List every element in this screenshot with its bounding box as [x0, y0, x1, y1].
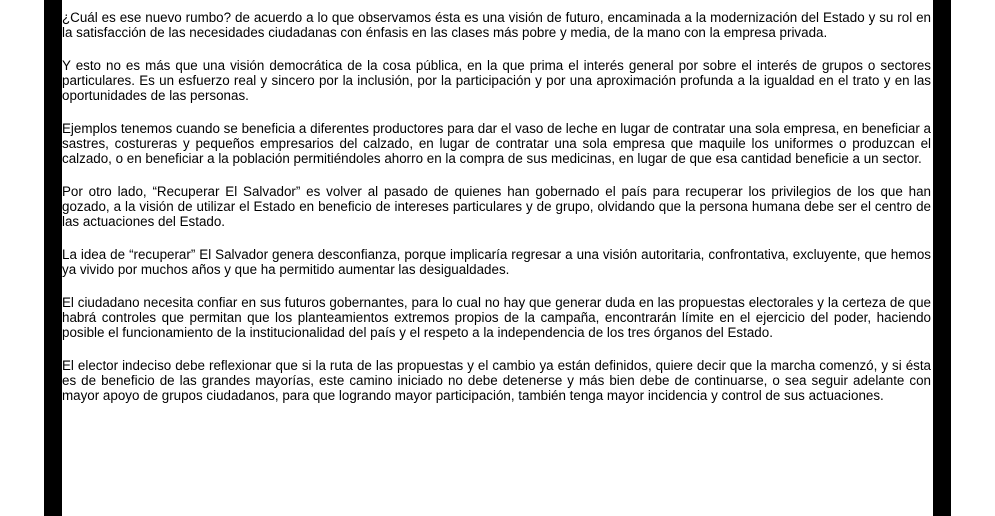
paragraph-5: La idea de “recuperar” El Salvador genera desconfianza, porque implicaría regresar a una visión autoritaria, confrontativa, excluyente, que hemos ya vivido por muchos años y que ha permitido aumentar las desigualdades. — [62, 247, 931, 277]
paragraph-3: Ejemplos tenemos cuando se beneficia a diferentes productores para dar el vaso de leche en lugar de contratar una sola empresa, en beneficiar a sastres, costureras y pequeños empresarios del calzado, en lugar de contratar una sola empresa que maquile los uniformes o produzcan el calzado, o en beneficiar a la población permitiéndoles ahorro en la compra de sus medicinas, en lugar de que esa cantidad beneficie a un sector. — [62, 121, 931, 166]
paragraph-2: Y esto no es más que una visión democrática de la cosa pública, en la que prima el interés general por sobre el interés de grupos o sectores particulares. Es un esfuerzo real y sincero por la inclusión, por la participación y por una aproximación profunda a la igualdad en el trato y en las oportunidades de las personas. — [62, 58, 931, 103]
article-body — [62, 10, 931, 421]
paragraph-1: ¿Cuál es ese nuevo rumbo? de acuerdo a lo que observamos ésta es una visión de futuro, encaminada a la modernización del Estado y su rol en la satisfacción de las necesidades ciudadanas con énfasis en las clases más pobre y media, de la mano con la empresa privada. — [62, 10, 931, 40]
paragraph-4: Por otro lado, “Recuperar El Salvador” es volver al pasado de quienes han gobernado el país para recuperar los privilegios de los que han gozado, a la visión de utilizar el Estado en beneficio de intereses particulares y de grupo, olvidando que la persona humana debe ser el centro de las actuaciones del Estado. — [62, 184, 931, 229]
paragraph-6: El ciudadano necesita confiar en sus futuros gobernantes, para lo cual no hay que generar duda en las propuestas electorales y la certeza de que habrá controles que permitan que los planteamientos extremos propios de la campaña, encontrarán límite en el ejercicio del poder, haciendo posible el funcionamiento de la institucionalidad del país y el respeto a la independencia de los tres órganos del Estado. — [62, 295, 931, 340]
paragraph-7: El elector indeciso debe reflexionar que si la ruta de las propuestas y el cambio ya están definidos, quiere decir que la marcha comenzó, y si ésta es de beneficio de las grandes mayorías, este camino iniciado no debe detenerse y más bien debe de continuarse, o sea seguir adelante con mayor apoyo de grupos ciudadanos, para que logrando mayor participación, también tenga mayor incidencia y control de sus actuaciones. — [62, 358, 931, 403]
